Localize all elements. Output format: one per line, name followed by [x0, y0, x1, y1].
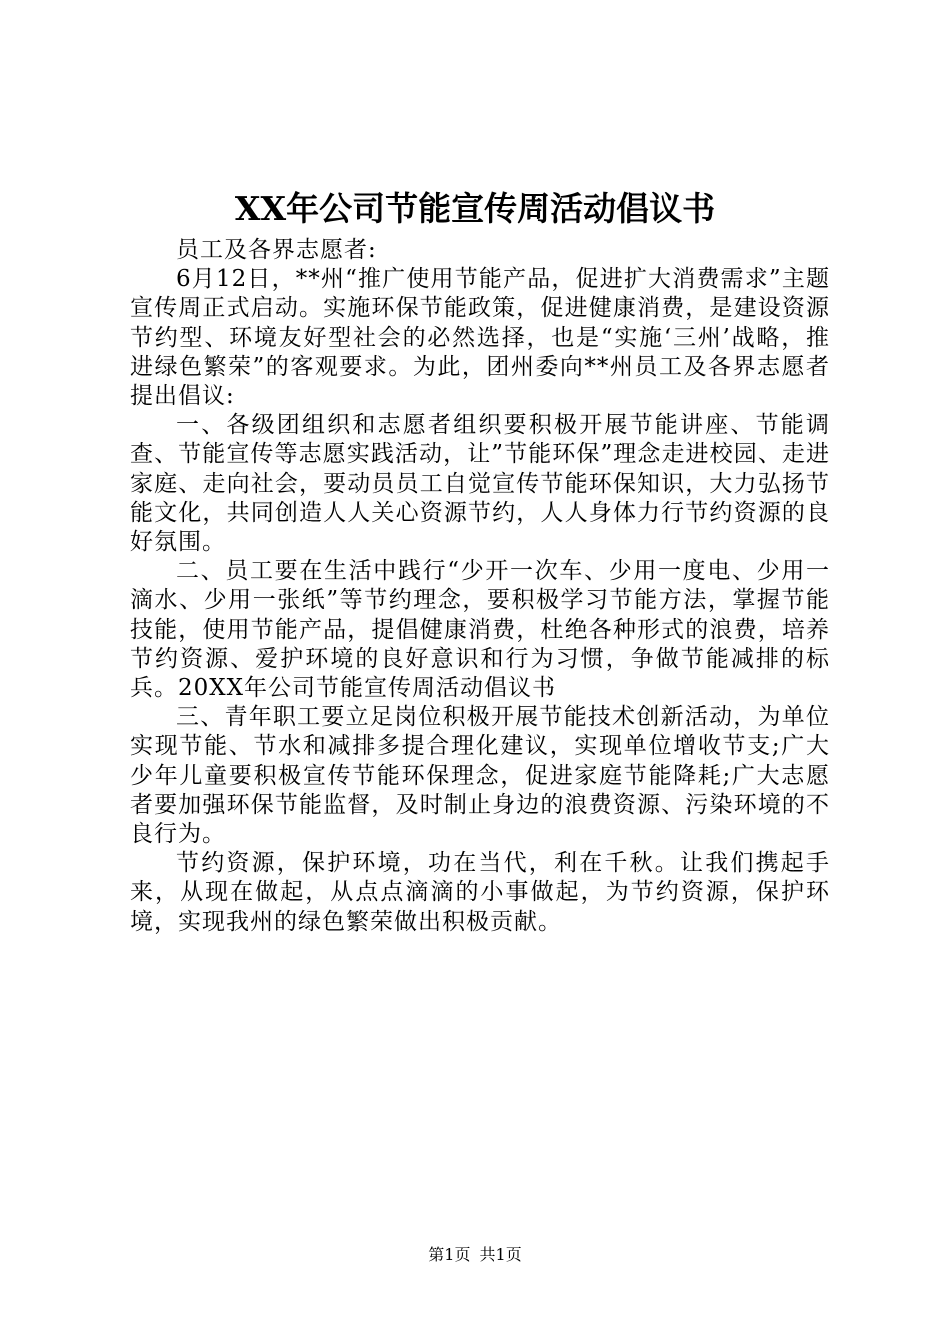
proposal-paragraph-2: 二、员工要在生活中践行“少开一次车、少用一度电、少用一滴水、少用一张纸”等节约理念，要积极学习节能方法，掌握节能技能，使用节能产品，提倡健康消费，杜绝各种形式的浪费，培养节约资源、爱护环境的良好意识和行为习惯，争做节能减排的标兵。20XX年公司节能宣传周活动倡议书 — [130, 558, 830, 702]
page-total: 共1页 — [479, 1245, 522, 1264]
proposal-paragraph-1: 一、各级团组织和志愿者组织要积极开展节能讲座、节能调查、节能宣传等志愿实践活动，让”节能环保”理念走进校园、走进家庭、走向社会，要动员员工自觉宣传节能环保知识，大力弘扬节能文化，共同创造人人关心资源节约，人人身体力行节约资源的良好氛围。 — [130, 412, 830, 556]
page-footer — [0, 1244, 950, 1266]
page-number: 第1页 — [428, 1245, 471, 1264]
closing-paragraph: 节约资源，保护环境，功在当代，利在千秋。让我们携起手来，从现在做起，从点点滴滴的小事做起，为节约资源，保护环境，实现我州的绿色繁荣做出积极贡献。 — [130, 850, 830, 935]
proposal-paragraph-3: 三、青年职工要立足岗位积极开展节能技术创新活动，为单位实现节能、节水和减排多提合理化建议，实现单位增收节支;广大少年儿童要积极宣传节能环保理念，促进家庭节能降耗;广大志愿者要加强环保节能监督，及时制止身边的浪费资源、污染环境的不良行为。 — [130, 704, 830, 848]
intro-paragraph: 6月12日，**州“推广使用节能产品，促进扩大消费需求”主题宣传周正式启动。实施环保节能政策，促进健康消费，是建设资源节约型、环境友好型社会的必然选择，也是“实施‘三州’战略，推进绿色繁荣”的客观要求。为此，团州委向**州员工及各界志愿者提出倡议: — [130, 266, 830, 410]
salutation: 员工及各界志愿者: — [176, 237, 377, 263]
document-title: XX年公司节能宣传周活动倡议书 — [234, 189, 716, 228]
document-body — [130, 236, 830, 937]
